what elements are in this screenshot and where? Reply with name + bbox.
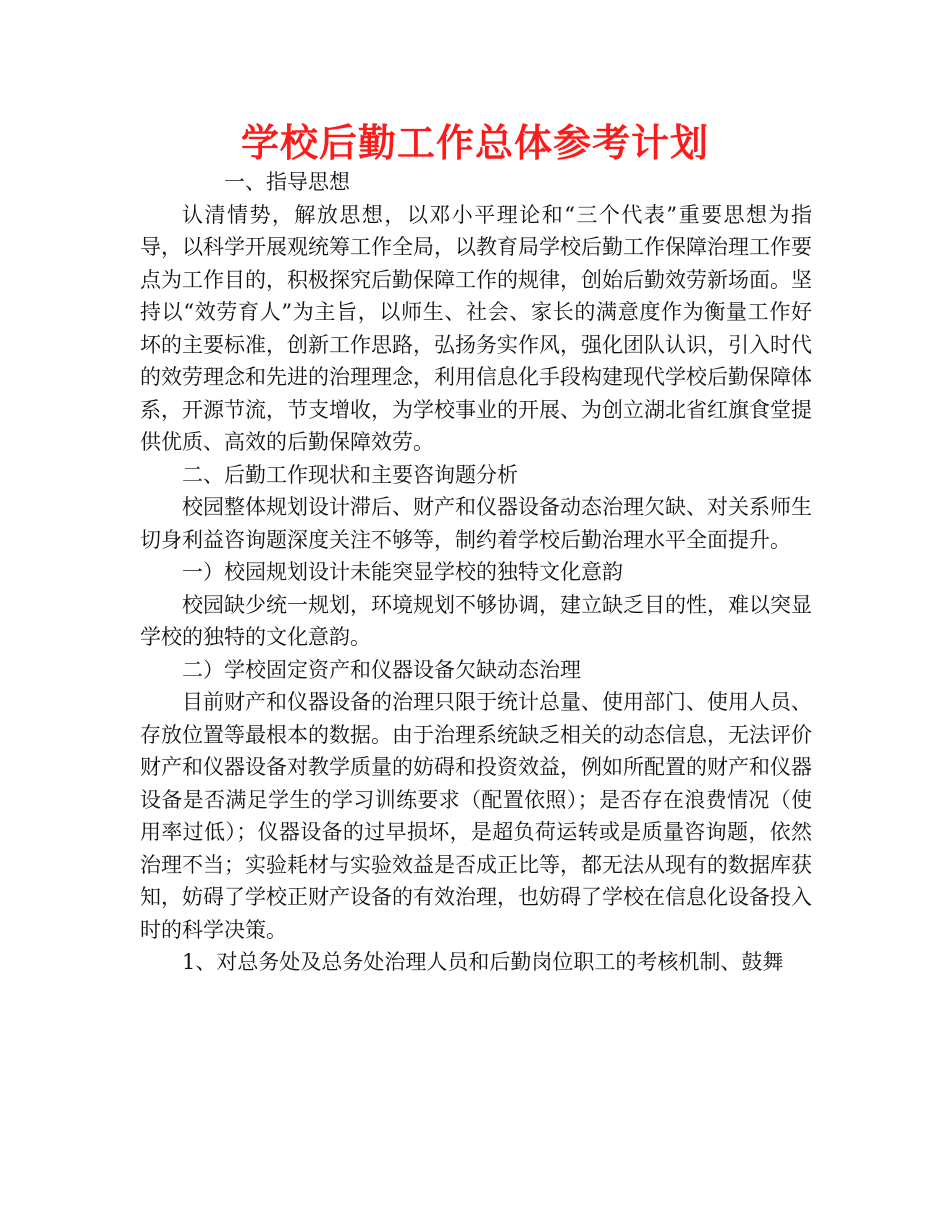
paragraph-guiding-ideology: 认清情势，解放思想，以邓小平理论和“三个代表”重要思想为指导，以科学开展观统筹工作全局，以教育局学校后勤工作保障治理工作要点为工作目的，积极探究后勤保障工作的规律，创始后勤效劳新场面。坚持以“效劳育人”为主旨，以师生、社会、家长的满意度作为衡量工作好坏的主要标准，创新工作思路，弘扬务实作风，强化团队认识，引入时代的效劳理念和先进的治理理念，利用信息化手段构建现代学校后勤保障体系，开源节流，节支增收，为学校事业的开展、为创立湖北省红旗食堂提供优质、高效的后勤保障效劳。 bbox=[140, 202, 812, 454]
document-body bbox=[140, 166, 812, 979]
subheading-campus-planning: 一）校园规划设计未能突显学校的独特文化意韵 bbox=[182, 560, 623, 584]
paragraph-asset-management: 目前财产和仪器设备的治理只限于统计总量、使用部门、使用人员、存放位置等最根本的数据。由于治理系统缺乏相关的动态信息，无法评价财产和仪器设备对教学质量的妨碍和投资效益，例如所配置的财产和仪器设备是否满足学生的学习训练要求（配置依照）；是否存在浪费情况（使用率过低）；仪器设备的过早损坏，是超负荷运转或是质量咨询题，依然治理不当；实验耗材与实验效益是否成正比等，都无法从现有的数据库获知，妨碍了学校正财产设备的有效治理，也妨碍了学校在信息化设备投入时的科学决策。 bbox=[140, 690, 812, 942]
paragraph-assessment-mechanism: 1、对总务处及总务处治理人员和后勤岗位职工的考核机制、鼓舞 bbox=[182, 950, 784, 974]
subheading-asset-management: 二）学校固定资产和仪器设备欠缺动态治理 bbox=[182, 657, 581, 682]
section-heading-guiding-ideology: 一、指导思想 bbox=[224, 170, 350, 194]
paragraph-status-analysis: 校园整体规划设计滞后、财产和仪器设备动态治理欠缺、对关系师生切身利益咨询题深度关注不够等，制约着学校后勤治理水平全面提升。 bbox=[140, 495, 812, 552]
section-heading-status-analysis: 二、后勤工作现状和主要咨询题分析 bbox=[182, 462, 518, 487]
document-title: 学校后勤工作总体参考计划 bbox=[240, 121, 709, 165]
paragraph-campus-planning: 校园缺少统一规划，环境规划不够协调，建立缺乏目的性，难以突显学校的独特的文化意韵。 bbox=[140, 592, 812, 649]
